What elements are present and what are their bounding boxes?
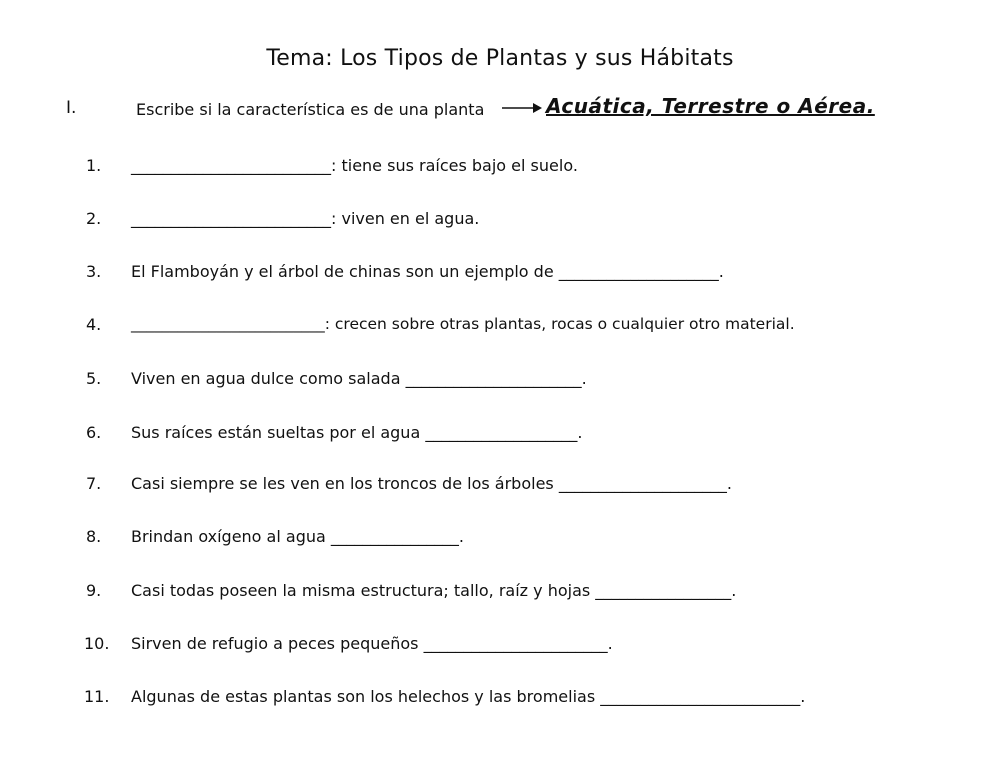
question-item: [0, 419, 1000, 447]
instruction-text: Escribe si la característica es de una planta: [136, 100, 485, 119]
question-number: 3.: [86, 262, 102, 281]
question-text: Sus raíces están sueltas por el agua ___________________.: [131, 423, 583, 442]
section-numeral: I.: [66, 98, 77, 118]
question-number: 8.: [86, 527, 102, 546]
question-item: [0, 683, 1000, 711]
question-item: [0, 205, 1000, 233]
question-text: Casi todas poseen la misma estructura; tallo, raíz y hojas _________________.: [131, 581, 737, 600]
question-item: [0, 365, 1000, 393]
question-text: Brindan oxígeno al agua ________________.: [131, 527, 464, 546]
question-number: 10.: [84, 634, 110, 653]
question-item: [0, 311, 1000, 339]
question-number: 1.: [86, 156, 102, 175]
question-number: 2.: [86, 209, 102, 228]
question-text: El Flamboyán y el árbol de chinas son un ejemplo de ____________________.: [131, 262, 724, 281]
question-number: 11.: [84, 687, 110, 706]
arrow-right-icon: [502, 101, 542, 115]
question-item: [0, 523, 1000, 551]
question-text: Viven en agua dulce como salada ______________________.: [131, 369, 587, 388]
question-item: [0, 630, 1000, 658]
question-item: [0, 470, 1000, 498]
question-item: [0, 152, 1000, 180]
question-number: 6.: [86, 423, 102, 442]
answer-options: Acuática, Terrestre o Aérea.: [546, 94, 875, 118]
question-text: Algunas de estas plantas son los helechos y las bromelias _________________________.: [131, 687, 806, 706]
question-number: 4.: [86, 315, 102, 334]
question-number: 5.: [86, 369, 102, 388]
question-text: _________________________: tiene sus raíces bajo el suelo.: [131, 156, 578, 175]
question-text: _________________________: viven en el agua.: [131, 209, 480, 228]
question-text: Casi siempre se les ven en los troncos de los árboles _____________________.: [131, 474, 732, 493]
question-text: Sirven de refugio a peces pequeños _______________________.: [131, 634, 613, 653]
question-number: 7.: [86, 474, 102, 493]
question-text: _________________________: crecen sobre otras plantas, rocas o cualquier otro material.: [131, 315, 795, 333]
worksheet-title: Tema: Los Tipos de Plantas y sus Hábitats: [266, 46, 734, 71]
section-instruction: [66, 92, 966, 126]
question-number: 9.: [86, 581, 102, 600]
question-item: [0, 258, 1000, 286]
question-item: [0, 577, 1000, 605]
